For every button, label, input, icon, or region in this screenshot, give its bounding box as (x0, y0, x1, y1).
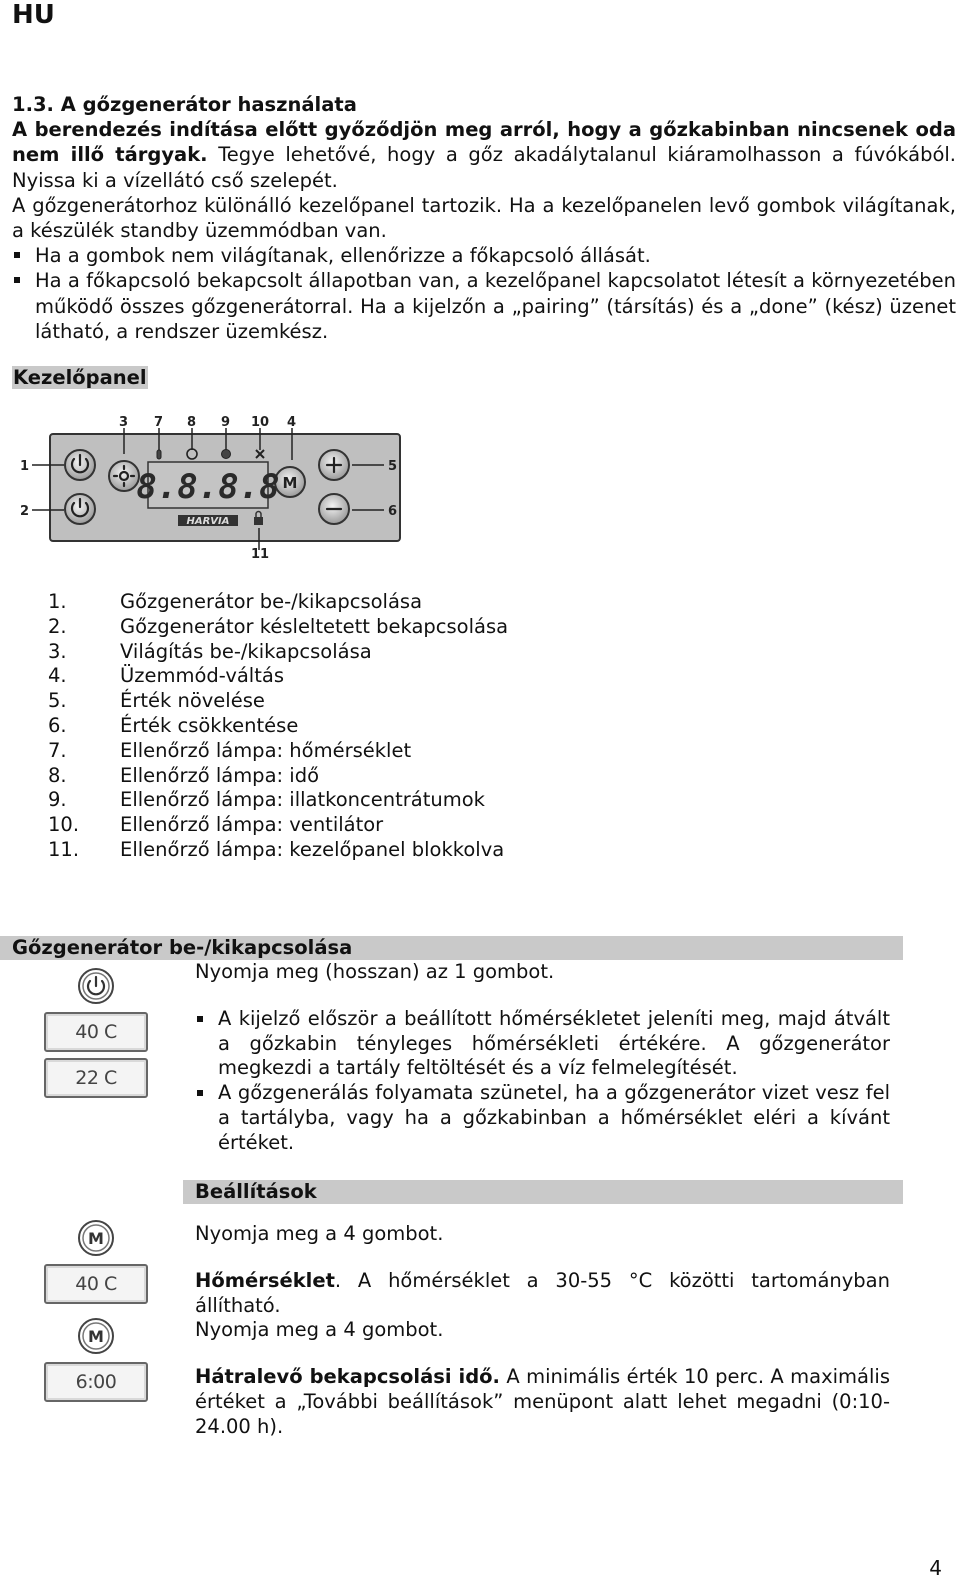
callout-7: 7 (154, 415, 164, 430)
callout-10: 10 (251, 415, 270, 430)
brand-logo: HARVIA (186, 516, 230, 527)
legend-item (48, 764, 508, 789)
callout-3: 3 (119, 415, 129, 430)
intro-sentence: Tegye lehetővé, hogy a gőz akadálytalanul kiáramolhasson a fúvókából. Nyissa ki a vízellátó cső szelepét. (12, 143, 956, 192)
control-panel-diagram (18, 410, 418, 560)
legend-number: 8. (48, 763, 67, 787)
temperature-paragraph (195, 1269, 890, 1319)
legend-text: Gőzgenerátor késleltetett bekapcsolása (120, 614, 509, 638)
settings-press-1: Nyomja meg a 4 gombot. (195, 1222, 444, 1245)
intro-warning: A berendezés indítása előtt győződjön meg arról, hogy a gőzkabinban nincsenek oda nem illő tárgyak. (12, 118, 956, 167)
legend-item (48, 838, 508, 863)
legend-text: Gőzgenerátor be-/kikapcsolása (120, 590, 423, 613)
temperature-text: . A hőmérséklet a 30-55 °C közötti tartományban állítható. (195, 1268, 890, 1317)
display-segments: 8.8.8.8 (136, 467, 280, 507)
onoff-bullet: A gőzgenerálás folyamata szünetel, ha a gőzgenerátor vizet vesz fel a tartályba, vagy ha a gőzkabinban a hőmérséklet eléri a kívánt értéket. (195, 1081, 890, 1155)
intro-paragraph-2: A gőzgenerátorhoz különálló kezelőpanel tartozik. Ha a kezelőpanelen levő gombok világítanak, a készülék standby üzemmódban van. (12, 193, 956, 243)
callout-9: 9 (221, 415, 231, 430)
onoff-instruction: Nyomja meg (hosszan) az 1 gombot. (195, 960, 555, 983)
legend-number: 7. (48, 738, 67, 762)
legend-item (48, 689, 508, 714)
settings-press-2: Nyomja meg a 4 gombot. (195, 1318, 444, 1342)
legend-text: Világítás be-/kikapcsolása (120, 639, 372, 663)
legend-text: Ellenőrző lámpa: ventilátor (120, 813, 384, 837)
legend-item (48, 788, 508, 813)
legend-text: Érték növelése (120, 689, 265, 713)
legend-number: 2. (48, 614, 67, 638)
intro-paragraph-1 (12, 117, 956, 193)
aroma-icon (222, 450, 231, 459)
svg-text:M: M (88, 1229, 104, 1248)
lcd-remaining-time: 6:00 (44, 1362, 148, 1402)
legend-text: Érték csökkentése (120, 713, 299, 737)
legend-item (48, 739, 508, 764)
thermometer-icon (157, 450, 161, 459)
intro-bullet: Ha a gombok nem világítanak, ellenőrizze a főkapcsoló állását. (12, 243, 956, 268)
settings-body (195, 1222, 890, 1440)
legend-item (48, 640, 508, 665)
legend-number: 1. (48, 590, 67, 613)
legend-text: Ellenőrző lámpa: illatkoncentrátumok (120, 788, 485, 812)
legend-text: Üzemmód-váltás (120, 664, 284, 688)
onoff-section-title: Gőzgenerátor be-/kikapcsolása (0, 936, 903, 960)
lcd-set-temperature: 40 C (44, 1012, 148, 1052)
time-label: Hátralevő bekapcsolási idő. (195, 1365, 500, 1389)
button-legend (48, 590, 508, 863)
intro-bullet: Ha a főkapcsoló bekapcsolt állapotban van, a kezelőpanel kapcsolatot létesít a környezetében működő összes gőzgenerátorral. Ha a kijelzőn a „pairing” (társítás) és a „done” (kész) üzenet látható, a rendszer üzemkész. (12, 268, 956, 344)
callout-11: 11 (251, 547, 270, 560)
legend-number: 6. (48, 713, 67, 737)
page-number: 4 (929, 1556, 942, 1580)
callout-4: 4 (287, 415, 297, 430)
language-code: HU (12, 0, 55, 30)
callout-1: 1 (20, 459, 30, 474)
callout-6: 6 (388, 504, 398, 519)
legend-number: 5. (48, 689, 67, 713)
lcd-actual-temperature: 22 C (44, 1058, 148, 1098)
onoff-body (195, 960, 890, 1156)
legend-item (48, 714, 508, 739)
time-text: A minimális érték 10 perc. A maximális értéket a „További beállítások” menüpont alatt lehet megadni (0:10-24.00 h). (195, 1365, 890, 1438)
temperature-label: Hőmérséklet (195, 1268, 335, 1292)
lcd-temperature: 40 C (44, 1264, 148, 1304)
legend-number: 11. (48, 837, 80, 861)
power-button-icon (76, 966, 116, 1006)
legend-item (48, 664, 508, 689)
settings-title: Beállítások (183, 1180, 903, 1204)
legend-text: Ellenőrző lámpa: kezelőpanel blokkolva (120, 837, 505, 861)
lock-icon (254, 517, 263, 525)
legend-item (48, 590, 508, 615)
legend-text: Ellenőrző lámpa: idő (120, 763, 320, 787)
section-heading: 1.3. A gőzgenerátor használata (12, 93, 357, 116)
mode-button-icon (76, 1316, 116, 1356)
mode-m-icon: M (282, 474, 298, 492)
mode-button-icon (76, 1218, 116, 1258)
time-paragraph (195, 1365, 890, 1439)
svg-text:M: M (88, 1327, 104, 1346)
legend-number: 10. (48, 813, 80, 837)
legend-number: 4. (48, 664, 67, 688)
legend-number: 9. (48, 788, 67, 812)
legend-number: 3. (48, 639, 67, 663)
callout-8: 8 (187, 415, 197, 430)
legend-item (48, 615, 508, 640)
intro-section (12, 92, 956, 344)
callout-2: 2 (20, 504, 30, 519)
legend-item (48, 813, 508, 838)
legend-text: Ellenőrző lámpa: hőmérséklet (120, 738, 412, 762)
panel-title: Kezelőpanel (13, 366, 147, 389)
onoff-bullet: A kijelző először a beállított hőmérsékletet jeleníti meg, majd átvált a gőzkabin tényleges hőmérsékleti értékére. A gőzgenerátor megkezdi a tartály feltöltését és a víz felmelegítését. (195, 1007, 890, 1081)
callout-5: 5 (388, 459, 398, 474)
